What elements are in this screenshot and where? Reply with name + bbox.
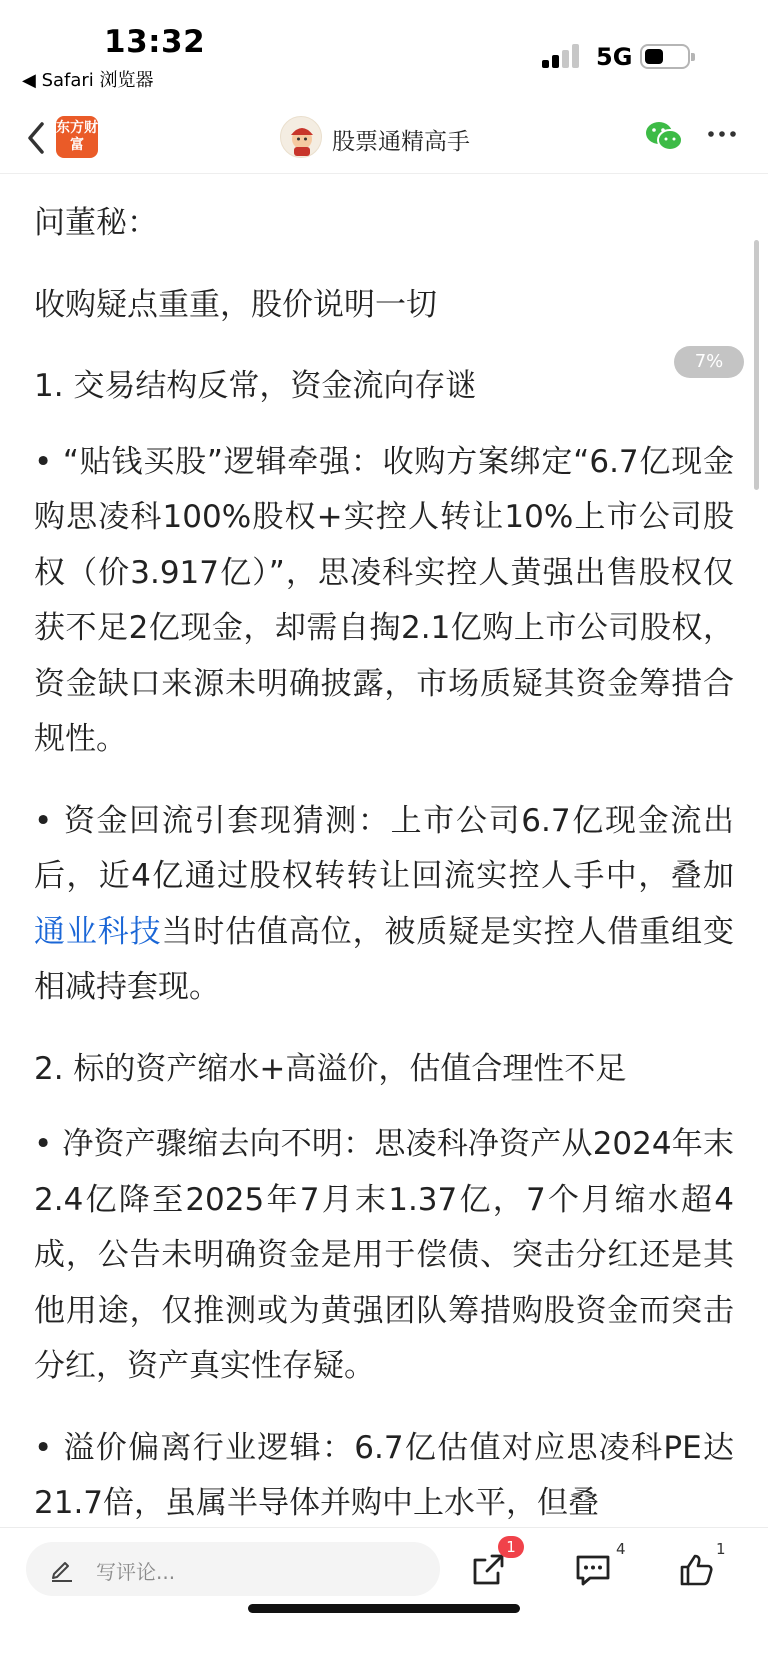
read-progress-badge: 7% — [674, 346, 744, 378]
more-icon[interactable] — [706, 118, 738, 150]
comment-count: 4 — [616, 1540, 626, 1558]
article-paragraph: • “贴钱买股”逻辑牵强：收购方案绑定“6.7亿现金购思凌科100%股权+实控人转让10%上市公司股权（价3.917亿）”，思凌科实控人黄强出售股权仅获不足2亿现金，却需自掏2.1亿购上市公司股权，资金缺口来源未明确披露，市场质疑其资金筹措合规性。 — [34, 443, 734, 757]
author-name[interactable]: 股票通精高手 — [332, 129, 470, 155]
comment-placeholder: 写评论... — [96, 1560, 176, 1584]
comment-input[interactable] — [26, 1542, 440, 1596]
comment-button[interactable] — [566, 1540, 626, 1596]
share-badge: 1 — [498, 1536, 524, 1558]
comment-icon — [574, 1552, 612, 1588]
article-paragraph: • 净资产骤缩去向不明：思凌科净资产从2024年末2.4亿降至2025年7月末1.37亿，7个月缩水超4成，公告未明确资金是用于偿债、突击分红还是其他用途，仅推测或为黄强团队筹措购股资金而突击分红，资产真实性存疑。 — [34, 1126, 734, 1384]
article-paragraph: 问董秘： — [34, 205, 158, 241]
article-text: 当时估值高位，被质疑是实控人借重组变相减持套现。 — [34, 913, 735, 1005]
wechat-icon[interactable] — [644, 120, 684, 154]
article-paragraph: 2. 标的资产缩水+高溢价，估值合理性不足 — [34, 1050, 627, 1087]
pencil-icon — [48, 1555, 76, 1583]
status-time: 13:32 — [104, 24, 206, 60]
signal-icon — [542, 44, 582, 68]
stock-link[interactable]: 通业科技 — [34, 913, 162, 950]
article-text: • 资金回流引套现猜测：上市公司6.7亿现金流出后，近4亿通过股权转转让回流实控人手中，叠加 — [34, 802, 734, 894]
share-icon — [470, 1552, 506, 1588]
scrollbar[interactable] — [754, 240, 759, 490]
battery-icon — [640, 44, 690, 69]
nav-bar — [0, 104, 768, 174]
status-bar — [0, 0, 768, 96]
bottom-bar — [0, 1527, 768, 1669]
author-avatar[interactable] — [280, 116, 322, 158]
share-button[interactable] — [462, 1538, 516, 1596]
article-body — [34, 196, 734, 1558]
network-label: 5G — [596, 43, 633, 71]
home-indicator[interactable] — [248, 1604, 520, 1613]
like-button[interactable] — [670, 1542, 724, 1596]
back-icon[interactable] — [22, 118, 52, 158]
article-paragraph: • 溢价偏离行业逻辑：6.7亿估值对应思凌科PE达21.7倍，虽属半导体并购中上水平，但叠 — [34, 1429, 734, 1521]
article-paragraph: 1. 交易结构反常，资金流向存谜 — [34, 368, 477, 404]
article-paragraph: 收购疑点重重，股价说明一切 — [34, 286, 437, 323]
back-to-safari-link[interactable]: ◀ Safari 浏览器 — [22, 70, 154, 91]
app-logo[interactable]: 东方财富 — [56, 116, 98, 158]
article-paragraph — [34, 794, 734, 1016]
thumbs-up-icon — [678, 1552, 714, 1588]
like-count: 1 — [716, 1540, 726, 1558]
